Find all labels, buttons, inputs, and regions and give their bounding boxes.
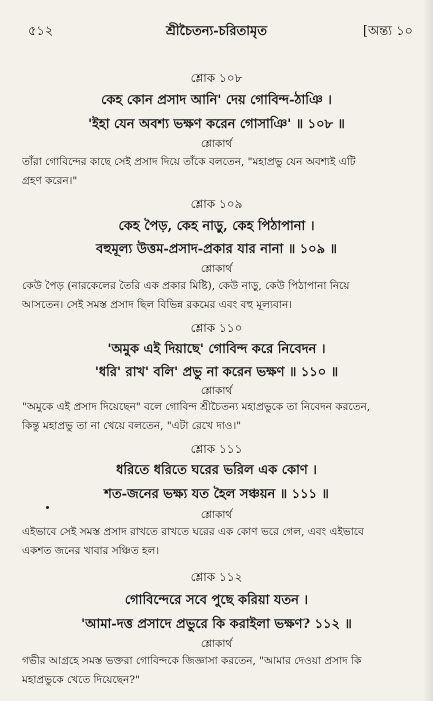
book-title: শ্রীচৈতন্য-চরিতামৃত: [165, 24, 268, 39]
verse-heading: শ্লোক ১১২: [190, 570, 243, 584]
translation-text: [22, 652, 414, 690]
page-header: [0, 22, 433, 42]
verse-heading: শ্লোক ১০৯: [190, 197, 243, 211]
verse-line: 'আমা-দত্ত প্রসাদে প্রভুরে কি করাইলা ভক্ষণ? ১১২ ॥: [81, 617, 352, 632]
verse-line: ধরিতে ধরিতে ঘরের ভরিল এক কোণ ।: [116, 463, 317, 478]
translation-heading: শ্লোকার্থ: [200, 263, 233, 275]
page-edge-shadow: [423, 0, 433, 701]
translation-text: [22, 398, 414, 436]
translation-line: আসতেন। সেই সমস্ত প্রসাদ ছিল বিভিন্ন রকমের এবং বহু মূল্যবান।: [22, 299, 292, 311]
verse-heading: শ্লোক ১১০: [190, 321, 243, 335]
verse-heading: শ্লোক ১১১: [190, 442, 243, 456]
translation-heading: শ্লোকার্থ: [200, 638, 233, 650]
translation-text: [22, 523, 414, 561]
translation-line: কেউ পৈড় (নারকেলের তৈরি এক প্রকার মিষ্টি), কেউ নাড়ু, কেউ পিঠাপানা নিয়ে: [22, 280, 350, 292]
translation-line: একশত জনের খাবার সঞ্চিত হল।: [22, 545, 160, 557]
translation-heading: শ্লোকার্থ: [200, 385, 233, 397]
translation-line: গ্রহণ করেন।": [22, 175, 78, 187]
translation-line: তাঁরা গোবিন্দের কাছে সেই প্রসাদ দিয়ে তাঁকে বলতেন, "মহাপ্রভু যেন অবশ্যই এটি: [22, 156, 356, 168]
verse-line: কেহ পৈড়, কেহ নাড়ু, কেহ পিঠাপানা ।: [118, 219, 315, 234]
verse-line: গোবিন্দেরে সবে পুছে করিয়া যতন ।: [124, 593, 309, 608]
verse-line: কেহ কোন প্রসাদ আনি' দেয় গোবিন্দ-ঠাঞি ।: [101, 93, 332, 108]
translation-line: মহাপ্রভুকে খেতে দিয়েছেন?": [22, 674, 140, 686]
verse-line: 'ইহা যেন অবশ্য ভক্ষণ করেন গোসাঞি' ॥ ১০৮ ॥: [88, 117, 345, 132]
translation-heading: শ্লোকার্থ: [200, 509, 233, 521]
translation-heading: শ্লোকার্থ: [200, 138, 233, 150]
section-label: [অন্ত্য ১০: [362, 24, 413, 39]
translation-text: [22, 277, 414, 315]
page-number: ৫১২: [28, 24, 54, 39]
translation-line: এইভাবে সেই সমস্ত প্রসাদ রাখতে রাখতে ঘরের এক কোণ ভরে গেল, এবং এইভাবে: [22, 526, 364, 538]
translation-text: [22, 153, 414, 191]
translation-line: "অমুকে এই প্রসাদ দিয়েছেন" বলে গোবিন্দ শ্রীচৈতন্য মহাপ্রভুকে তা নিবেদন করতেন,: [22, 401, 371, 413]
verse-heading: শ্লোক ১০৮: [190, 71, 243, 85]
translation-line: গভীর আগ্রহে সমস্ত ভক্তরা গোবিন্দকে জিজ্ঞাসা করতেন, "আমার দেওয়া প্রসাদ কি: [22, 655, 362, 667]
verse-line: 'অমুক এই দিয়াছে' গোবিন্দ করে নিবেদন ।: [107, 342, 326, 357]
translation-line: কিন্তু মহাপ্রভু তা না খেয়ে বলতেন, "এটা রেখে দাও।": [22, 420, 242, 432]
verse-line: বহুমূল্য উত্তম-প্রসাদ-প্রকার যার নানা ॥ ১০৯ ॥: [96, 242, 337, 257]
verse-line: শত-জনের ভক্ষ্য যত হৈল সঞ্চয়ন ॥ ১১১ ॥: [104, 487, 329, 502]
verse-line: 'ধরি' রাখ' বলি' প্রভু না করেন ভক্ষণ ॥ ১১০ ॥: [94, 365, 339, 380]
